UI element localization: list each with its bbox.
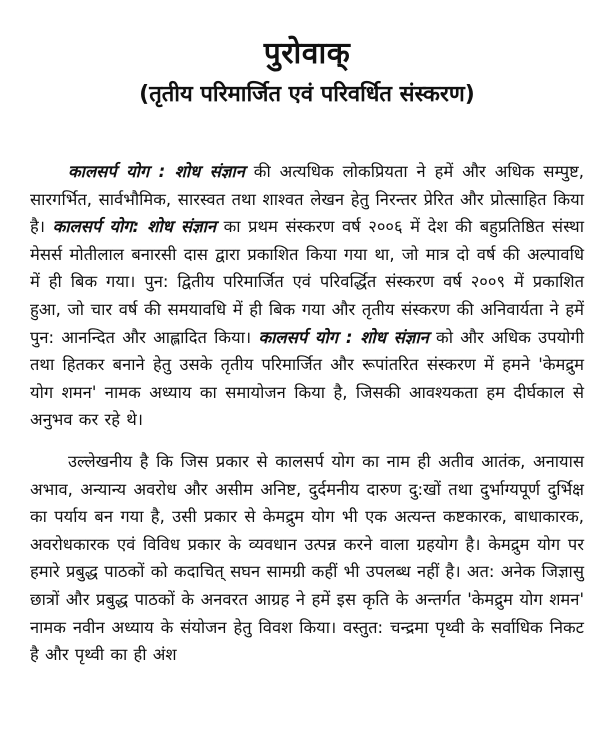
- paragraph-text: की अत्यधिक लोकप्रियता ने हमें और अधिक सम्पुष्ट, सारगर्भित, सार्वभौमिक, सारस्वत तथा शाश्वत लेखन हेतु निरन्तर प्रेरित और प्रोत्साहित किया है।: [30, 162, 584, 237]
- book-title-emphasis: कालसर्प योग : शोध संज्ञान: [258, 327, 429, 347]
- page-subtitle: (तृतीय परिमार्जित एवं परिवर्धित संस्करण): [139, 82, 475, 107]
- paragraph-1: [30, 158, 584, 434]
- paragraph-2: उल्लेखनीय है कि जिस प्रकार से कालसर्प योग का नाम ही अतीव आतंक, अनायास अभाव, अन्यान्य अवरोध और असीम अनिष्ट, दुर्दमनीय दारुण दु:खों तथा दुर्भाग्यपूर्ण दुर्भिक्ष का पर्याय बन गया है, उसी प्रकार से केमद्रुम योग भी एक अत्यन्त कष्टकारक, बाधाकारक, अवरोधकारक एवं विविध प्रकार के व्यवधान उत्पन्न करने वाला ग्रहयोग है। केमद्रुम योग पर हमारे प्रबुद्ध पाठकों को कदाचित् सघन सामग्री कहीं भी उपलब्ध नहीं है। अत: अनेक जिज्ञासु छात्रों और प्रबुद्ध पाठकों के अनवरत आग्रह ने हमें इस कृति के अन्तर्गत 'केमद्रुम योग शमन' नामक नवीन अध्याय के संयोजन हेतु विवश किया। वस्तुत: चन्द्रमा पृथ्वी के सर्वाधिक निकट है और पृथ्वी का ही अंश: [30, 451, 584, 665]
- page-title: पुरोवाक्: [263, 36, 351, 71]
- book-title-emphasis: कालसर्प योग: शोध संज्ञान: [52, 217, 217, 237]
- book-title-emphasis: कालसर्प योग : शोध संज्ञान: [68, 162, 245, 181]
- paragraph-text: का प्रथम संस्करण वर्ष २००६ में देश की बहुप्रतिष्ठित संस्था मेसर्स मोतीलाल बनारसी दास द्वारा प्रकाशित किया गया था, जो मात्र दो वर्ष की अल्पावधि में ही बिक गया। पुन: द्वितीय परिमार्जित एवं परिवर्द्धित संस्करण वर्ष २००९ में प्रकाशित हुआ, जो चार वर्ष की समयावधि में ही बिक गया और तृतीय संस्करण की अनिवार्यता ने हमें पुन: आनन्दित और आह्लादित किया।: [30, 217, 584, 347]
- paragraph-text: को और अधिक उपयोगी तथा हितकर बनाने हेतु उसके तृतीय परिमार्जित और रूपांतरित संस्करण में हमने 'केमद्रुम योग शमन' नामक अध्याय का समायोजन किया है, जिसकी आवश्यकता हम दीर्घकाल से अनुभव कर रहे थे।: [30, 327, 584, 430]
- document-body: [30, 158, 584, 669]
